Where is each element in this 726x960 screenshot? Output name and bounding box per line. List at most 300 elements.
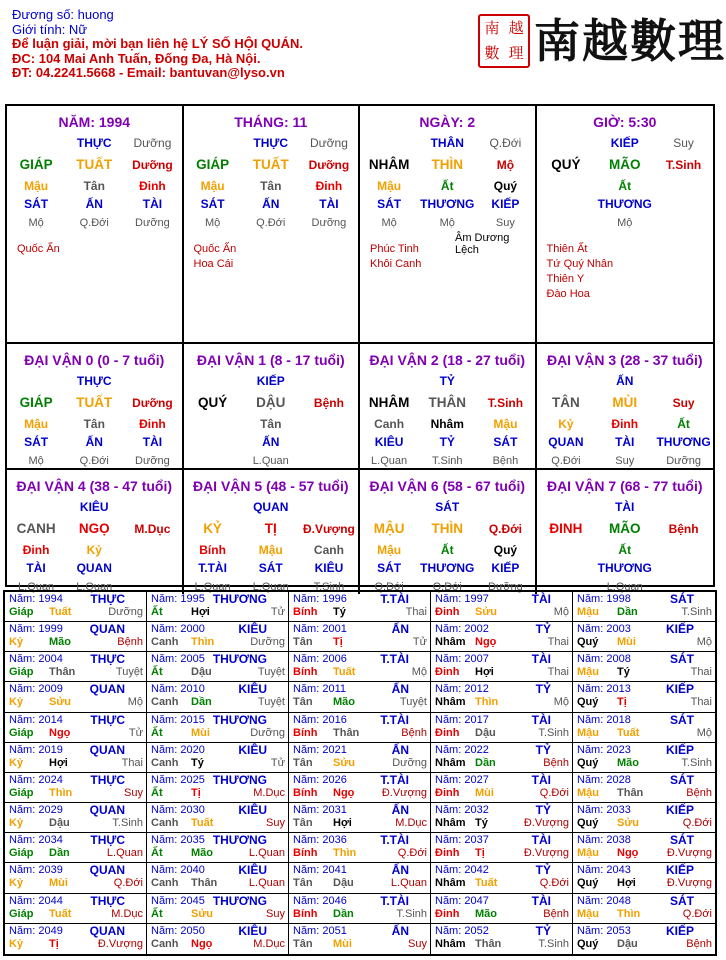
cell-title: ĐẠI VẬN 7 (68 - 77 tuổi) (546, 478, 703, 494)
year-star: KIẾP (665, 682, 694, 697)
hidden-star (537, 197, 596, 212)
year-cell (5, 863, 147, 893)
hidden-stars-row (7, 197, 182, 212)
year-pillar (577, 908, 712, 921)
year-pillar (9, 606, 143, 619)
hidden-stem: Mậu (493, 416, 518, 431)
hidden-star: KIÊU (374, 435, 404, 449)
year-phase: Q.Đới (682, 817, 712, 830)
year-header (151, 714, 285, 727)
year-star: KIẾP (665, 803, 694, 818)
spirit-star: Phúc Tinh (370, 243, 419, 255)
year-phase: Mộ (696, 636, 712, 649)
year-stem: Canh (151, 696, 179, 709)
year-stem: Ất (151, 847, 163, 860)
year-cell (431, 682, 573, 712)
branch-phase: Dưỡng (132, 157, 173, 172)
hidden-stems-row (537, 543, 714, 558)
year-stem: Mậu (577, 907, 599, 920)
year-header (293, 653, 427, 666)
year-stem: Canh (151, 877, 179, 890)
year-pillar (435, 908, 569, 921)
year-phase: Dưỡng (108, 606, 143, 618)
year-star: TỶ (535, 803, 551, 818)
blank-slot (7, 136, 65, 151)
hidden-star: THƯƠNG (597, 561, 652, 575)
year-branch: Dậu (333, 877, 354, 890)
year-branch: Hợi (49, 756, 68, 769)
year-phase: Đ.Vượng (381, 786, 427, 799)
year-stem: Mậu (577, 606, 599, 618)
stem-branch-row (184, 393, 359, 413)
year-label: Năm: 2032 (435, 804, 489, 817)
year-header (435, 774, 569, 787)
blank-slot (184, 374, 242, 389)
year-stem: Mậu (577, 726, 599, 739)
hidden-phase (300, 454, 358, 469)
seal-stamp: 南 越 數 理 (478, 14, 530, 68)
year-label: Năm: 2038 (577, 834, 631, 847)
year-label: Năm: 2017 (435, 713, 489, 726)
year-label: Năm: 2051 (293, 924, 347, 937)
hidden-stem: Quý (493, 178, 518, 193)
heavenly-stem: GIÁP (19, 394, 53, 410)
year-cell (5, 743, 147, 773)
year-header (151, 895, 285, 908)
heavenly-stem: CANH (16, 520, 56, 536)
year-phase: T.Sinh (538, 726, 569, 739)
year-header (151, 653, 285, 666)
year-star: TÀI (531, 652, 551, 667)
hidden-star: TÀI (615, 435, 635, 449)
year-branch: Mùi (475, 786, 494, 799)
year-label: Năm: 2009 (9, 683, 63, 696)
star-row (184, 374, 359, 389)
year-star: QUAN (89, 622, 125, 637)
heavenly-stem: GIÁP (19, 156, 53, 172)
year-stem: Quý (577, 877, 599, 890)
hidden-phase: Q.Đới (256, 216, 286, 229)
year-stem: Quý (577, 756, 599, 769)
year-branch: Tị (617, 696, 627, 709)
year-phase: Tử (128, 726, 143, 739)
year-pillar (293, 757, 427, 770)
hidden-stem: Tân (260, 416, 282, 431)
year-stem: Đinh (435, 786, 460, 799)
hidden-star: KIÊU (314, 561, 344, 575)
year-star: TÀI (531, 833, 551, 848)
year-header (151, 683, 285, 696)
hidden-star (300, 435, 358, 450)
year-cell (289, 833, 431, 863)
year-cell (573, 682, 715, 712)
year-header (435, 623, 569, 636)
year-branch: Thân (475, 937, 502, 950)
hidden-stem: Ất (618, 178, 632, 193)
stem-branch-row (184, 155, 359, 175)
hidden-star: TÀI (142, 197, 163, 211)
year-phase: Bệnh (543, 756, 569, 769)
hidden-phase: T.Sinh (313, 580, 345, 593)
year-cell (289, 652, 431, 682)
year-cell (431, 863, 573, 893)
annual-table (3, 590, 717, 956)
blank-slot (537, 136, 596, 151)
year-header (151, 744, 285, 757)
year-header (293, 864, 427, 877)
heavenly-stem: QUÝ (551, 156, 581, 172)
cell-title: ĐẠI VẬN 3 (28 - 37 tuổi) (546, 352, 703, 368)
top-phase (476, 500, 534, 515)
year-phase: Suy (266, 907, 285, 920)
top-phase: Dưỡng (309, 136, 348, 150)
year-branch: Tị (191, 786, 201, 799)
hidden-stars-row (360, 435, 535, 450)
spirit-star: Thiên Y (546, 273, 585, 285)
year-phase: Tuyệt (115, 666, 143, 679)
year-star: T.TÀI (380, 833, 409, 848)
year-header (435, 714, 569, 727)
year-label: Năm: 2046 (293, 894, 347, 907)
branch-phase: Mộ (496, 157, 515, 172)
year-pillar (435, 666, 569, 679)
owner-gender: Giới tính: Nữ (12, 21, 88, 37)
year-label: Năm: 2015 (151, 713, 205, 726)
year-label: Năm: 2029 (9, 804, 63, 817)
hidden-stem: Đinh (139, 178, 166, 193)
year-label: Năm: 2036 (293, 834, 347, 847)
hidden-phase-row (184, 454, 359, 469)
year-header (293, 895, 427, 908)
year-cell (573, 833, 715, 863)
star-row (7, 136, 182, 151)
year-phase: Tử (270, 756, 285, 769)
earthly-branch: TUẤT (76, 156, 113, 172)
branch-phase: Q.Đới (488, 521, 523, 536)
hidden-star: TÀI (26, 561, 46, 575)
year-pillar (9, 636, 143, 649)
year-stem: Canh (151, 756, 179, 769)
hidden-star: THƯƠNG (420, 197, 475, 211)
year-label: Năm: 2004 (9, 653, 63, 666)
top-star: TÀI (615, 500, 635, 514)
year-branch: Dậu (617, 937, 638, 950)
year-star: KIẾP (665, 742, 694, 757)
cell-title: ĐẠI VẬN 5 (48 - 57 tuổi) (192, 478, 349, 494)
year-branch: Ngọ (475, 636, 497, 649)
year-branch: Sửu (333, 756, 356, 769)
year-header (577, 593, 712, 606)
star-row (537, 374, 714, 389)
year-star: THỰC (90, 772, 125, 787)
year-phase: Q.Đới (539, 877, 569, 890)
top-phase (300, 374, 358, 389)
spirit-star: Tứ Quý Nhân (546, 258, 614, 270)
spirit-star: Thiên Ất (546, 243, 588, 255)
year-label: Năm: 2028 (577, 773, 631, 786)
year-label: Năm: 2043 (577, 864, 631, 877)
hidden-star: T.TÀI (198, 561, 227, 575)
year-phase: Q.Đới (682, 907, 712, 920)
year-label: Năm: 1996 (293, 593, 347, 605)
year-header (293, 774, 427, 787)
year-branch: Thân (617, 786, 644, 799)
hidden-star: SÁT (493, 435, 518, 449)
blank-slot (7, 500, 65, 515)
year-star: SÁT (670, 893, 694, 908)
year-label: Năm: 2022 (435, 743, 489, 756)
year-phase: Bệnh (686, 937, 712, 950)
year-pillar (435, 938, 569, 951)
hidden-phase: Mộ (28, 216, 44, 229)
hidden-star (537, 561, 596, 576)
top-star: ẤN (616, 374, 634, 388)
chart-header (12, 8, 462, 81)
year-label: Năm: 2041 (293, 864, 347, 877)
year-stem: Bính (293, 847, 318, 860)
year-star: SÁT (670, 833, 694, 848)
year-label: Năm: 2016 (293, 713, 347, 726)
year-label: Năm: 2037 (435, 834, 489, 847)
year-header (293, 834, 427, 847)
year-label: Năm: 2050 (151, 924, 205, 937)
year-branch: Tị (49, 937, 59, 950)
year-star: KIÊU (238, 863, 267, 878)
year-branch: Dần (475, 756, 496, 769)
heavenly-stem: NHÂM (368, 394, 410, 410)
year-cell (289, 924, 431, 954)
hidden-stem: Tân (260, 178, 282, 193)
hidden-phase: L.Quan (606, 580, 643, 593)
year-pillar (151, 908, 285, 921)
year-stem: Nhâm (435, 817, 466, 830)
year-phase: Đ.Vượng (97, 937, 143, 950)
year-cell (147, 743, 289, 773)
year-branch: Ngọ (333, 786, 355, 799)
year-branch: Mùi (191, 726, 210, 739)
year-pillar (577, 696, 712, 709)
year-phase: Đ.Vượng (666, 877, 712, 890)
year-stem: Đinh (435, 847, 460, 860)
year-label: Năm: 2019 (9, 743, 63, 756)
hidden-phase-row (360, 216, 535, 231)
extra-note: Âm Dương Lệch (455, 232, 510, 256)
hidden-phase: Dưỡng (488, 580, 523, 593)
year-branch: Ngọ (617, 847, 639, 860)
hidden-star: ẤN (85, 197, 103, 211)
year-pillar (435, 727, 569, 740)
year-stem: Giáp (9, 606, 34, 618)
hidden-star: TÀI (142, 435, 163, 449)
year-branch: Mão (475, 907, 497, 920)
year-branch: Tuất (49, 606, 72, 618)
year-phase: Tuyệt (399, 696, 427, 709)
year-label: Năm: 2049 (9, 924, 63, 937)
luck-cell (537, 470, 714, 594)
hidden-stem: Ất (440, 542, 454, 557)
cell-title: ĐẠI VẬN 0 (0 - 7 tuổi) (24, 352, 165, 368)
year-label: Năm: 2014 (9, 713, 63, 726)
year-star: SÁT (670, 592, 694, 606)
stem-branch-row (360, 155, 535, 175)
year-pillar (577, 938, 712, 951)
year-star: KIÊU (238, 742, 267, 757)
year-pillar (293, 847, 427, 860)
year-phase: Dưỡng (250, 726, 285, 739)
year-phase: Thai (547, 636, 569, 649)
year-header (577, 714, 712, 727)
year-star: QUAN (89, 863, 125, 878)
year-branch: Dậu (49, 817, 70, 830)
year-branch: Tuất (617, 726, 640, 739)
hidden-star (654, 197, 713, 212)
hidden-stem: Nhâm (430, 416, 464, 431)
hidden-stem: Ất (440, 178, 454, 193)
year-branch: Dậu (191, 666, 212, 679)
year-pillar (9, 847, 143, 860)
year-label: Năm: 2011 (293, 683, 346, 696)
top-star: TỶ (439, 374, 455, 388)
year-star: THƯƠNG (212, 772, 267, 787)
hidden-phase: L.Quan (252, 454, 289, 467)
year-phase: T.Sinh (112, 817, 143, 830)
year-cell (147, 622, 289, 652)
year-stem: Bính (293, 606, 318, 618)
cell-title: ĐẠI VẬN 1 (8 - 17 tuổi) (196, 352, 345, 368)
hidden-phase: Mộ (204, 216, 221, 229)
hidden-stem: Canh (374, 416, 405, 431)
year-star: T.TÀI (380, 652, 409, 667)
blank-slot (360, 374, 418, 389)
year-label: Năm: 2031 (293, 804, 347, 817)
year-header (9, 593, 143, 606)
year-star: SÁT (670, 652, 694, 667)
year-header (577, 653, 712, 666)
year-phase: L.Quan (106, 847, 143, 860)
year-stem: Bính (293, 907, 318, 920)
year-cell (431, 652, 573, 682)
year-branch: Dần (191, 696, 212, 709)
year-cell (147, 773, 289, 803)
year-header (435, 925, 569, 938)
year-cell (5, 592, 147, 622)
year-stem: Kỷ (9, 877, 24, 890)
earthly-branch: DẬU (256, 394, 286, 410)
hidden-star: TÀI (319, 197, 339, 211)
year-branch: Ngọ (191, 937, 213, 950)
earthly-branch: THÌN (431, 520, 463, 536)
star-row (360, 374, 535, 389)
year-cell (147, 713, 289, 743)
year-star: THƯƠNG (212, 893, 267, 908)
year-cell (431, 924, 573, 954)
stem-branch-row (7, 393, 182, 413)
cell-title: ĐẠI VẬN 2 (18 - 27 tuổi) (369, 352, 526, 368)
hidden-phase-row (7, 454, 182, 469)
hidden-stems-row (537, 179, 714, 194)
earthly-branch: MÃO (608, 156, 641, 172)
year-header (9, 834, 143, 847)
hidden-phase: Q.Đới (551, 454, 581, 467)
year-header (151, 834, 285, 847)
year-stem: Giáp (9, 666, 34, 679)
year-phase: Mộ (553, 696, 569, 709)
year-star: ẤN (391, 682, 409, 697)
year-label: Năm: 2001 (293, 623, 347, 636)
year-pillar (151, 938, 285, 951)
year-label: Năm: 2044 (9, 894, 63, 907)
year-cell (289, 743, 431, 773)
year-phase: Mộ (411, 666, 427, 679)
hidden-stem (300, 417, 358, 432)
year-header (9, 623, 143, 636)
year-label: Năm: 2048 (577, 894, 631, 907)
cell-title: NĂM: 1994 (58, 114, 131, 130)
stem-branch-row (360, 519, 535, 539)
year-star: QUAN (89, 742, 125, 757)
year-star: THƯƠNG (212, 592, 267, 606)
year-pillar (9, 696, 143, 709)
year-cell (289, 622, 431, 652)
year-star: TỶ (535, 863, 551, 878)
year-stem: Ất (151, 666, 163, 679)
year-cell (573, 743, 715, 773)
address-line: ĐC: 104 Mai Anh Tuấn, Đống Đa, Hà Nội. (12, 50, 261, 66)
year-cell (147, 803, 289, 833)
hidden-stem (184, 417, 242, 432)
pillar-cell (7, 106, 184, 344)
year-pillar (9, 817, 143, 830)
year-phase: Mộ (553, 606, 569, 618)
hidden-stem: Mậu (24, 178, 49, 193)
hidden-stems-row (537, 417, 714, 432)
year-pillar (293, 696, 427, 709)
year-star: THƯƠNG (212, 712, 267, 727)
year-star: THƯƠNG (212, 652, 267, 667)
hidden-stem (654, 543, 713, 558)
hidden-phase-row (184, 216, 359, 231)
year-label: Năm: 2026 (293, 773, 347, 786)
star-row (360, 136, 535, 151)
year-star: TÀI (531, 893, 551, 908)
year-phase: Mộ (696, 726, 712, 739)
luck-cell (360, 344, 537, 470)
year-phase: L.Quan (248, 847, 285, 860)
hidden-phase: Q.Đới (79, 454, 109, 467)
year-star: QUAN (89, 923, 125, 938)
year-label: Năm: 2021 (293, 743, 347, 756)
year-header (151, 623, 285, 636)
year-stem: Tân (293, 696, 313, 709)
year-label: Năm: 2002 (435, 623, 489, 636)
heavenly-stem: KỶ (203, 520, 222, 536)
year-phase: Q.Đới (113, 877, 143, 890)
year-pillar (577, 817, 712, 830)
year-phase: Đ.Vượng (523, 817, 569, 830)
year-star: T.TÀI (380, 712, 409, 727)
hidden-stars-row (7, 561, 182, 576)
year-label: Năm: 2035 (151, 834, 205, 847)
hidden-phase: L.Quan (194, 580, 231, 593)
heavenly-stem: TÂN (552, 394, 580, 410)
year-star: THỰC (90, 893, 125, 908)
year-stem: Mậu (577, 847, 599, 860)
star-row (7, 500, 182, 515)
stem-branch-row (7, 155, 182, 175)
year-pillar (577, 787, 712, 800)
hidden-star: KIẾP (491, 561, 520, 575)
hidden-star: THƯƠNG (656, 435, 711, 449)
